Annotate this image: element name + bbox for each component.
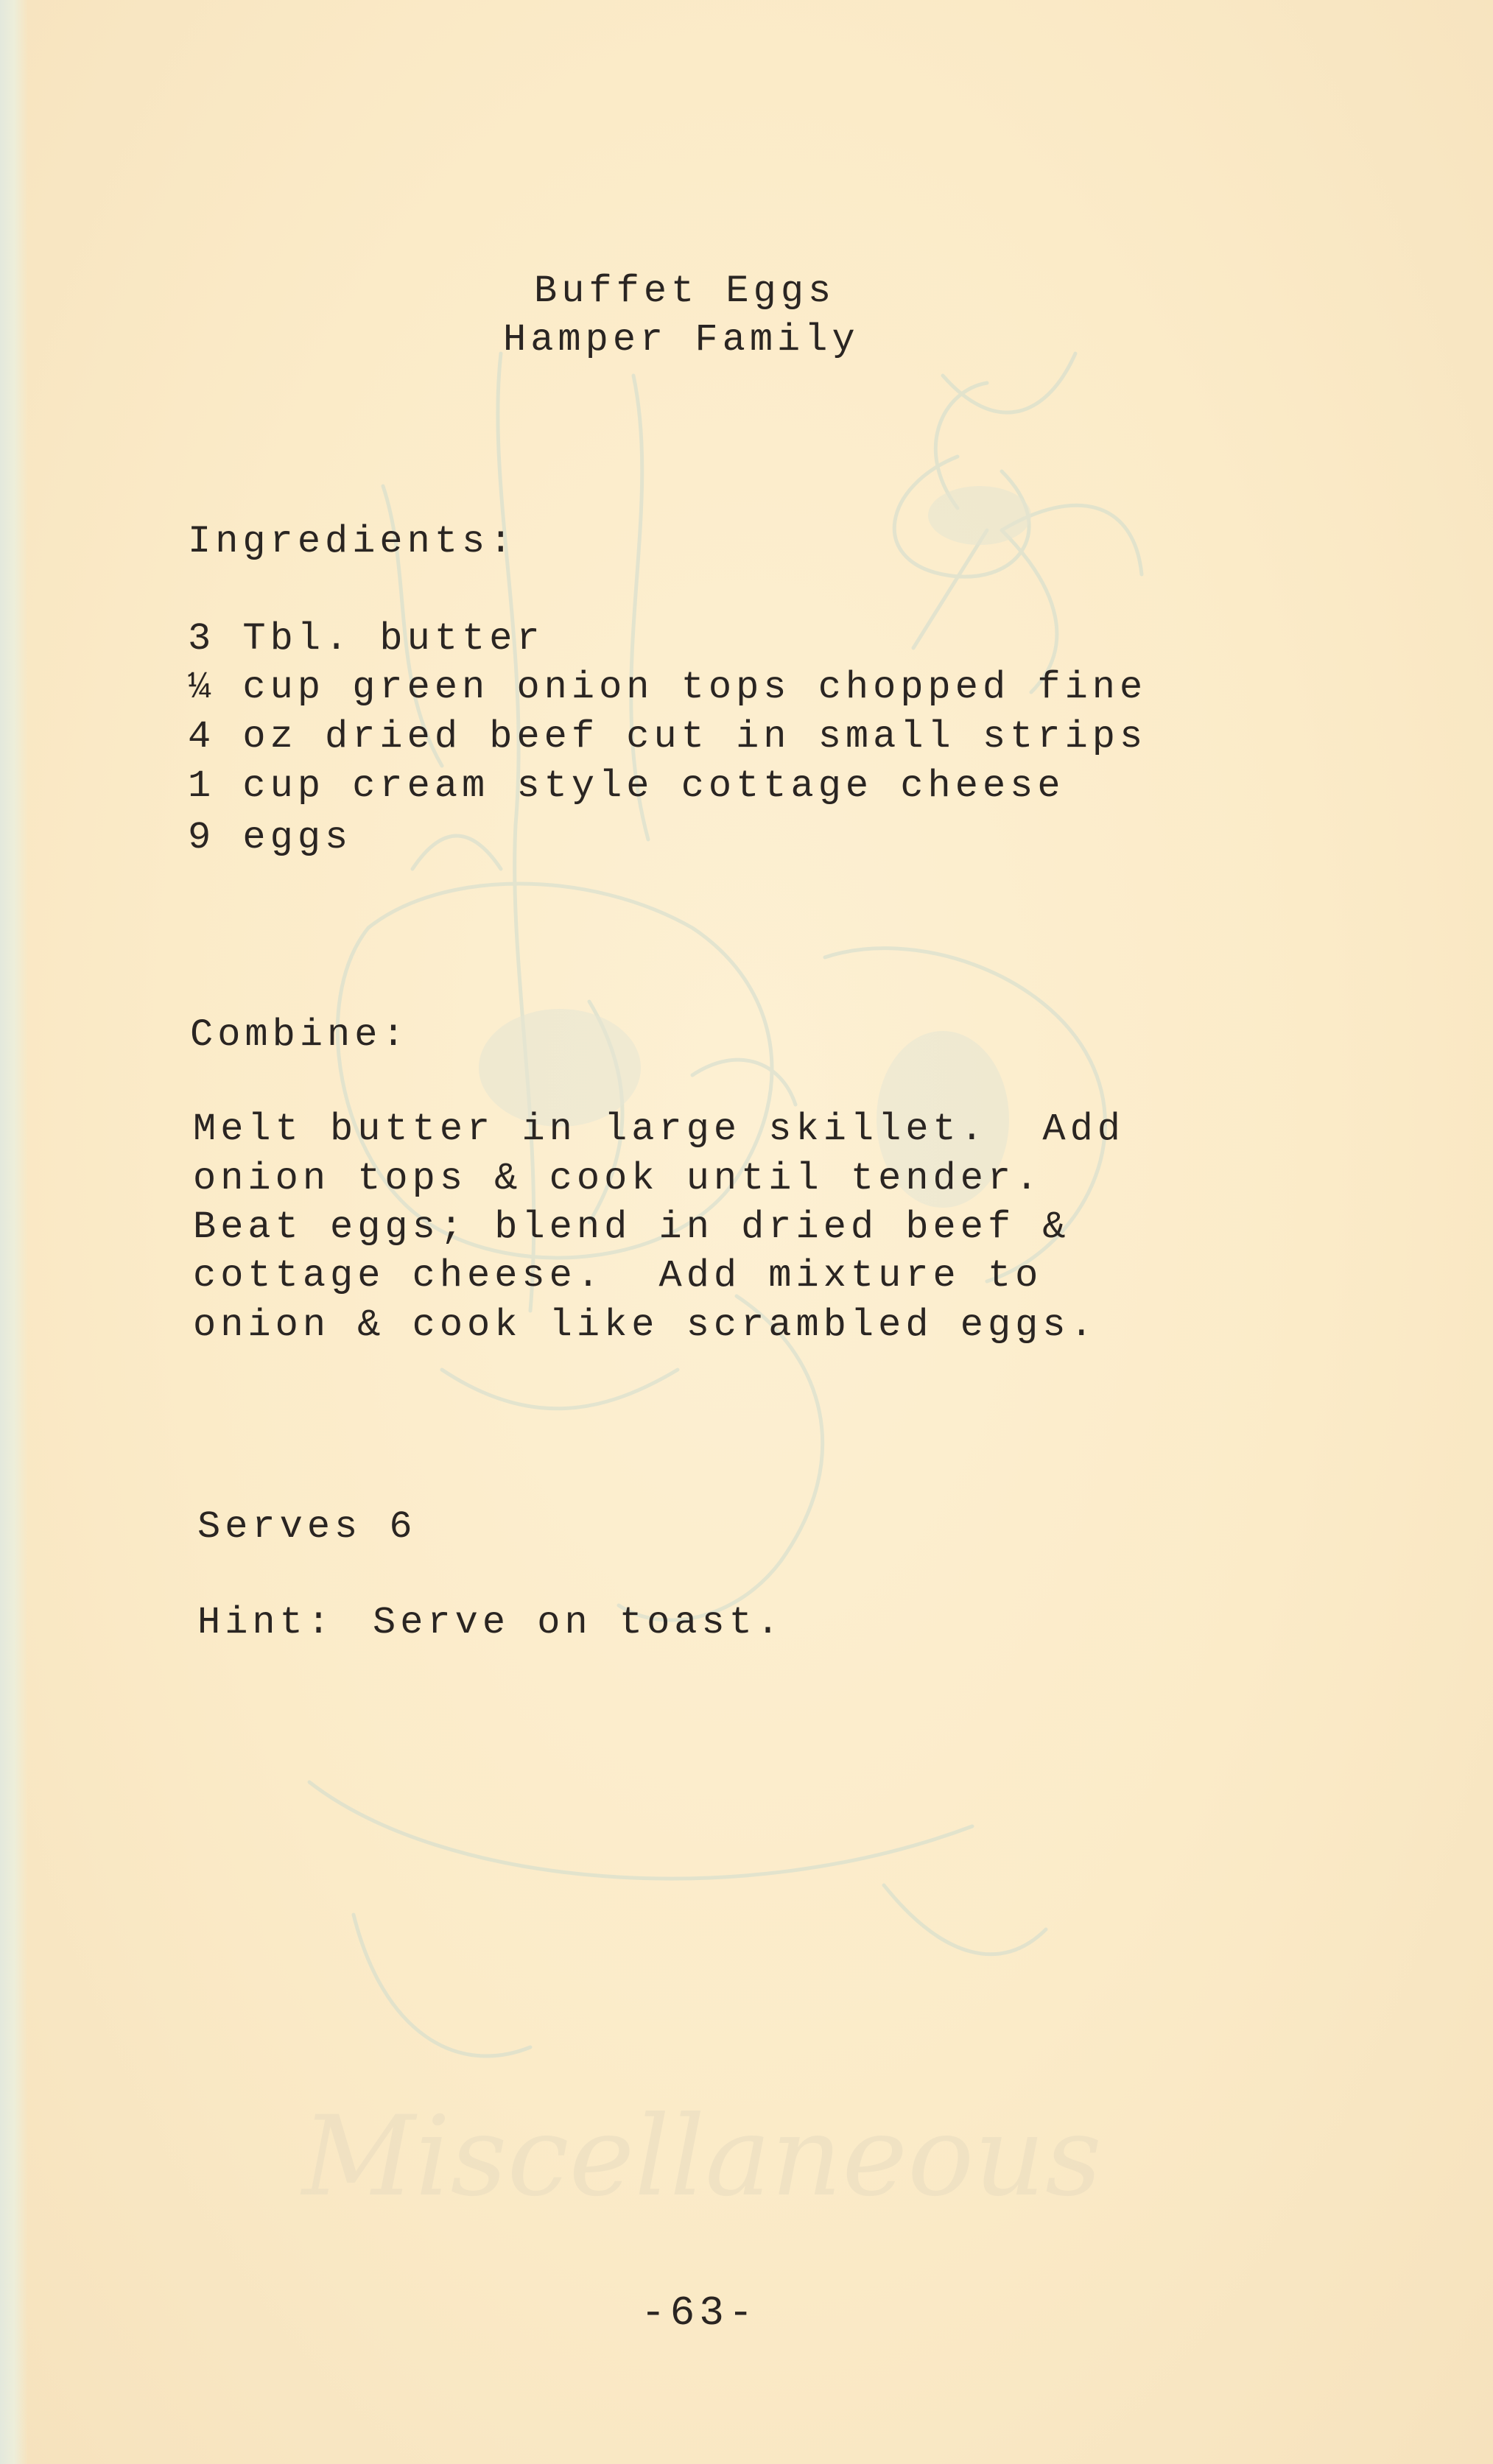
ingredient-line: 4 oz dried beef cut in small strips (188, 715, 1148, 758)
instruction-line: Melt butter in large skillet. Add (193, 1108, 1125, 1151)
servings-text: Serves 6 (197, 1505, 417, 1549)
hint-label: Hint: (197, 1601, 335, 1644)
instruction-line: Beat eggs; blend in dried beef & (193, 1205, 1070, 1249)
ingredients-heading: Ingredients: (188, 520, 517, 563)
recipe-title: Buffet Eggs (534, 270, 836, 313)
watermark-label: Miscellaneous (302, 2093, 1102, 2221)
instruction-line: onion & cook like scrambled eggs. (193, 1303, 1097, 1347)
combine-heading: Combine: (190, 1013, 410, 1057)
page-edge-tint (0, 0, 28, 2464)
recipe-source: Hamper Family (503, 318, 860, 362)
ingredient-line: 3 Tbl. butter (188, 617, 544, 661)
page-number: -63- (641, 2289, 758, 2337)
ingredient-line: ¼ cup green onion tops chopped fine (188, 666, 1148, 709)
hint-text: Serve on toast. (373, 1601, 784, 1644)
ingredient-line: 1 cup cream style cottage cheese (188, 764, 1065, 808)
ingredient-line: 9 eggs (188, 816, 353, 859)
instruction-line: cottage cheese. Add mixture to (193, 1254, 1043, 1298)
instruction-line: onion tops & cook until tender. (193, 1157, 1043, 1200)
hint-row (197, 1601, 784, 1644)
